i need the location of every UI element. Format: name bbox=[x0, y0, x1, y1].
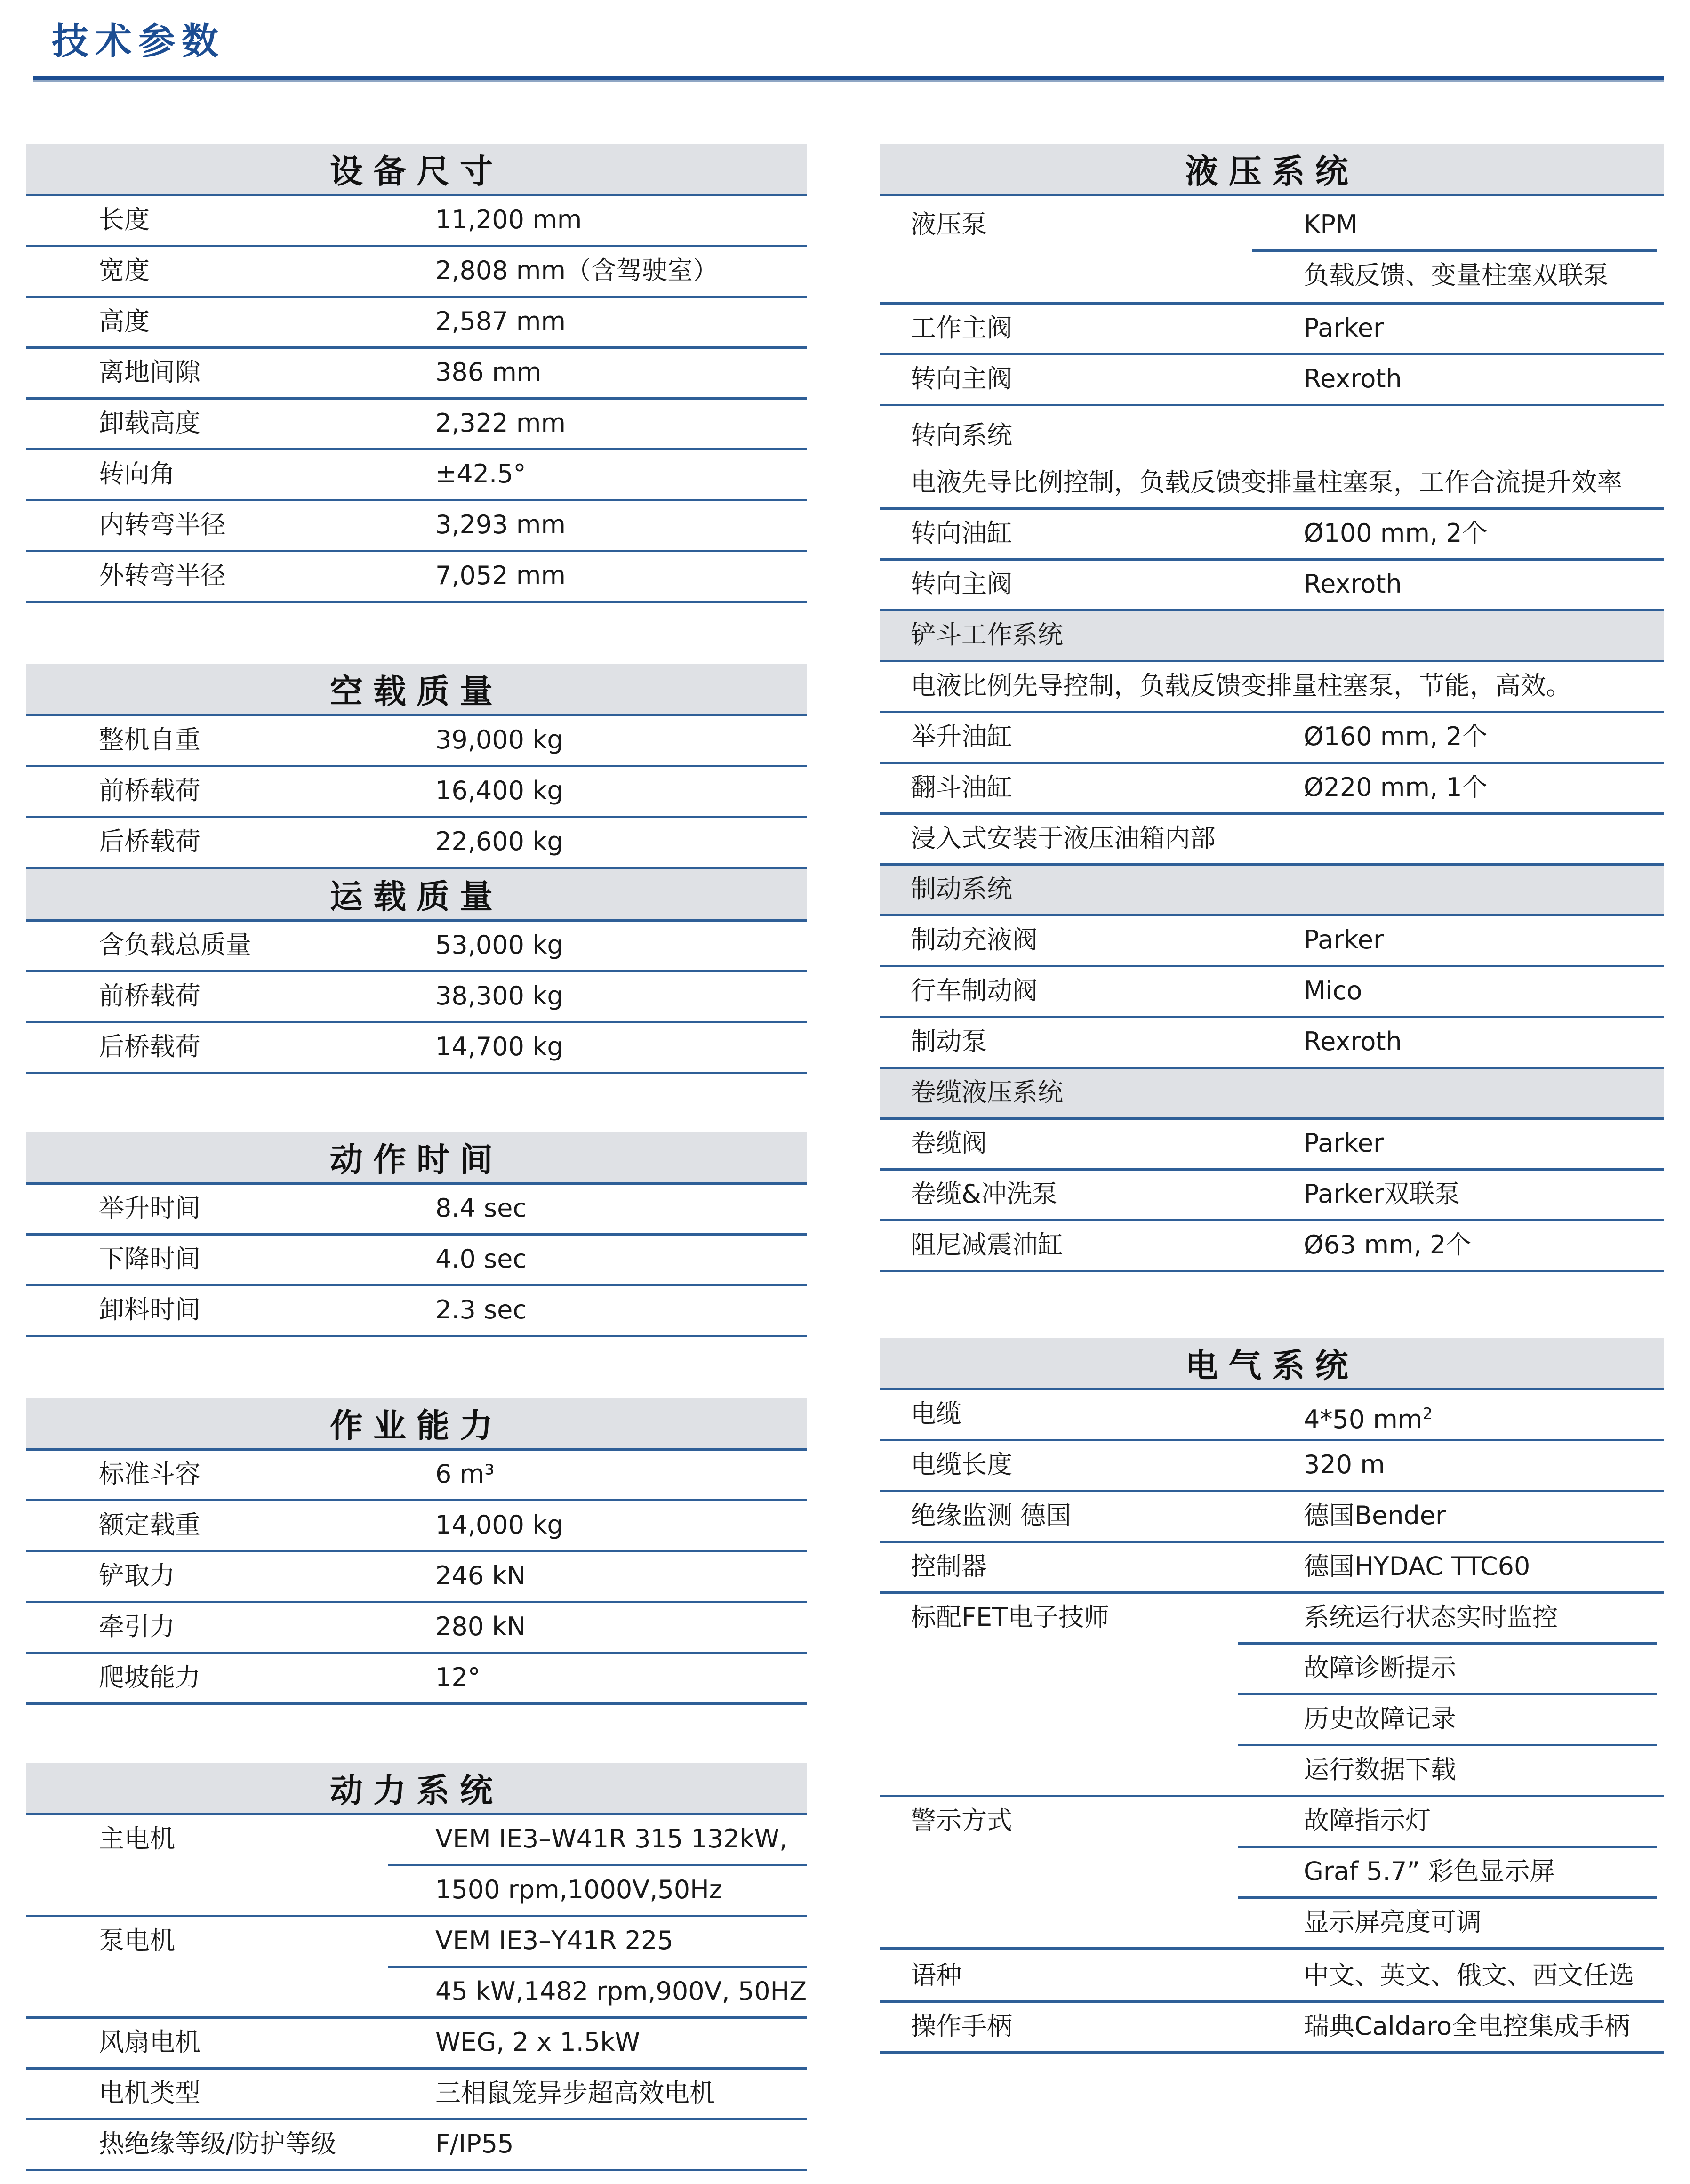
row-value: 16,400 kg bbox=[435, 776, 563, 805]
fet-item: 历史故障记录 bbox=[1238, 1695, 1657, 1746]
row-value: 2,808 mm（含驾驶室） bbox=[435, 256, 718, 285]
loaded-row-rear-axle bbox=[26, 1023, 807, 1074]
elec-row-joystick bbox=[880, 2003, 1664, 2054]
row-label: 后桥载荷 bbox=[99, 1032, 200, 1061]
row-label: 标准斗容 bbox=[99, 1459, 200, 1489]
row-value: 三相鼠笼异步超高效电机 bbox=[435, 2078, 715, 2108]
page-title: 技术参数 bbox=[52, 20, 225, 63]
row-value: 11,200 mm bbox=[435, 205, 582, 234]
bucket-system-label: 铲斗工作系统 bbox=[911, 620, 1063, 650]
cycle-row-lift bbox=[26, 1185, 807, 1236]
fet-item: 运行数据下载 bbox=[1304, 1755, 1456, 1784]
row-label: 制动泵 bbox=[911, 1027, 987, 1056]
hyd-row-steering-system bbox=[880, 406, 1664, 457]
hyd-row-steer-valve-1 bbox=[880, 355, 1664, 406]
loaded-mass-header: 运载质量 bbox=[26, 869, 807, 922]
row-value: 中文、英文、俄文、西文任选 bbox=[1304, 1960, 1634, 1990]
hyd-pump-line2: 负载反馈、变量柱塞双联泵 bbox=[1304, 260, 1609, 290]
empty-row-weight bbox=[26, 716, 807, 767]
row-value: 3,293 mm bbox=[435, 510, 566, 539]
immersion-text: 浸入式安装于液压油箱内部 bbox=[911, 823, 1216, 853]
cycle-row-dump bbox=[26, 1286, 807, 1337]
row-value: F/IP55 bbox=[435, 2129, 514, 2159]
dim-row-outer-radius bbox=[26, 552, 807, 603]
row-value: Ø100 mm, 2个 bbox=[1304, 518, 1488, 548]
row-label: 制动充液阀 bbox=[911, 925, 1038, 955]
pump-motor-line1: VEM IE3–Y41R 225 bbox=[388, 1917, 807, 1968]
row-label: 液压泵 bbox=[911, 209, 987, 239]
hyd-row-reel-valve bbox=[880, 1120, 1664, 1171]
row-value: 4.0 sec bbox=[435, 1244, 527, 1274]
empty-row-rear-axle bbox=[26, 818, 807, 869]
row-label: 绝缘监测 德国 bbox=[911, 1501, 1072, 1530]
row-label: 额定载重 bbox=[99, 1510, 200, 1540]
row-value: 德国Bender bbox=[1304, 1501, 1446, 1530]
power-row-fan bbox=[26, 2019, 807, 2070]
row-label: 工作主阀 bbox=[911, 313, 1012, 343]
row-label: 宽度 bbox=[99, 256, 150, 285]
cap-row-bucket bbox=[26, 1451, 807, 1502]
hyd-row-tilt-cyl bbox=[880, 764, 1664, 815]
row-value: 14,000 kg bbox=[435, 1510, 563, 1540]
capacity-header: 作业能力 bbox=[26, 1398, 807, 1451]
row-value: 8.4 sec bbox=[435, 1193, 527, 1223]
row-label: 电缆长度 bbox=[911, 1450, 1012, 1479]
row-label: 含负载总质量 bbox=[99, 930, 251, 960]
dim-row-inner-radius bbox=[26, 501, 807, 552]
dim-row-length bbox=[26, 196, 807, 247]
row-value: Rexroth bbox=[1304, 364, 1402, 393]
hyd-row-steer-valve-2 bbox=[880, 561, 1664, 611]
hyd-pump bbox=[880, 196, 1664, 305]
power-pump-motor bbox=[26, 1917, 807, 2019]
main-motor-line2: 1500 rpm,1000V,50Hz bbox=[435, 1875, 723, 1904]
row-value: Mico bbox=[1304, 976, 1362, 1005]
row-value: Parker bbox=[1304, 925, 1384, 955]
hyd-row-steer-cyl bbox=[880, 510, 1664, 561]
cable-sup: 2 bbox=[1422, 1405, 1433, 1423]
row-value: WEG, 2 x 1.5kW bbox=[435, 2027, 640, 2057]
title-rule bbox=[33, 76, 1664, 82]
row-label: 热绝缘等级/防护等级 bbox=[99, 2129, 336, 2159]
hyd-row-immersion bbox=[880, 815, 1664, 866]
row-label: 电缆 bbox=[911, 1399, 961, 1429]
row-label: 卸料时间 bbox=[99, 1295, 200, 1325]
row-label: 风扇电机 bbox=[99, 2027, 200, 2057]
row-label: 前桥载荷 bbox=[99, 981, 200, 1011]
row-label: 转向主阀 bbox=[911, 364, 1012, 393]
row-label: 阻尼减震油缸 bbox=[911, 1230, 1063, 1260]
row-value: Ø63 mm, 2个 bbox=[1304, 1230, 1472, 1260]
elec-row-cable-length bbox=[880, 1441, 1664, 1492]
row-label: 标配FET电子技师 bbox=[911, 1602, 1110, 1632]
elec-row-language bbox=[880, 1952, 1664, 2003]
row-label: 后桥载荷 bbox=[99, 827, 200, 856]
empty-mass-header: 空载质量 bbox=[26, 664, 807, 716]
row-label: 转向油缸 bbox=[911, 518, 1012, 548]
row-label: 爬坡能力 bbox=[99, 1662, 200, 1692]
hyd-row-bucket-desc bbox=[880, 662, 1664, 713]
elec-row-controller bbox=[880, 1543, 1664, 1594]
bucket-desc: 电液比例先导控制，负载反馈变排量柱塞泵，节能，高效。 bbox=[911, 671, 1571, 700]
hyd-row-brake-pump bbox=[880, 1018, 1664, 1069]
pump-motor-line2: 45 kW,1482 rpm,900V, 50HZ bbox=[435, 1976, 807, 2006]
row-value bbox=[1304, 1390, 1433, 1443]
elec-warning-group bbox=[880, 1795, 1664, 1950]
row-label: 前桥载荷 bbox=[99, 776, 200, 805]
elec-row-cable bbox=[880, 1390, 1664, 1441]
electrical-header: 电气系统 bbox=[880, 1338, 1664, 1390]
hyd-row-steering-desc bbox=[880, 459, 1664, 510]
hydraulics-header: 液压系统 bbox=[880, 144, 1664, 196]
row-value: 39,000 kg bbox=[435, 725, 563, 755]
hyd-row-reel-system bbox=[880, 1069, 1664, 1120]
hyd-row-damper-cyl bbox=[880, 1221, 1664, 1272]
row-label: 铲取力 bbox=[99, 1561, 175, 1590]
dim-row-dump-height bbox=[26, 400, 807, 450]
row-value: 2.3 sec bbox=[435, 1295, 527, 1325]
row-value: 2,322 mm bbox=[435, 408, 566, 438]
row-value: 320 m bbox=[1304, 1450, 1385, 1479]
row-value: 38,300 kg bbox=[435, 981, 563, 1011]
row-label: 内转弯半径 bbox=[99, 510, 226, 539]
row-value: 瑞典Caldaro全电控集成手柄 bbox=[1304, 2011, 1630, 2041]
power-header: 动力系统 bbox=[26, 1763, 807, 1815]
power-row-insulation bbox=[26, 2120, 807, 2171]
row-value: 2,587 mm bbox=[435, 306, 566, 336]
steering-desc: 电液先导比例控制，负载反馈变排量柱塞泵，工作合流提升效率 bbox=[911, 467, 1622, 497]
hyd-row-main-valve bbox=[880, 305, 1664, 355]
row-label: 牵引力 bbox=[99, 1612, 175, 1641]
dim-row-height bbox=[26, 298, 807, 349]
warning-item: Graf 5.7” 彩色显示屏 bbox=[1238, 1848, 1657, 1899]
power-row-motor-type bbox=[26, 2070, 807, 2120]
hyd-row-service-brake bbox=[880, 967, 1664, 1018]
row-label: 警示方式 bbox=[911, 1806, 1012, 1835]
row-value: Ø220 mm, 1个 bbox=[1304, 772, 1488, 802]
row-label: 泵电机 bbox=[99, 1926, 175, 1955]
brake-system-label: 制动系统 bbox=[911, 874, 1012, 904]
row-label: 转向角 bbox=[99, 459, 175, 489]
hyd-pump-line1: KPM bbox=[1252, 201, 1657, 252]
row-label: 离地间隙 bbox=[99, 357, 200, 387]
row-label: 卷缆阀 bbox=[911, 1128, 987, 1158]
cap-row-tractive bbox=[26, 1603, 807, 1654]
row-label: 语种 bbox=[911, 1960, 961, 1990]
cap-row-breakout bbox=[26, 1552, 807, 1603]
row-label: 整机自重 bbox=[99, 725, 200, 755]
row-label: 卸载高度 bbox=[99, 408, 200, 438]
row-label: 主电机 bbox=[99, 1824, 175, 1854]
power-main-motor bbox=[26, 1815, 807, 1917]
warning-item: 故障指示灯 bbox=[1238, 1797, 1657, 1848]
row-label: 转向主阀 bbox=[911, 569, 1012, 599]
reel-system-label: 卷缆液压系统 bbox=[911, 1077, 1063, 1107]
row-label: 行车制动阀 bbox=[911, 976, 1038, 1005]
row-label: 高度 bbox=[99, 306, 150, 336]
row-value: 22,600 kg bbox=[435, 827, 563, 856]
warning-item: 显示屏亮度可调 bbox=[1304, 1907, 1482, 1937]
fet-item: 系统运行状态实时监控 bbox=[1238, 1594, 1657, 1645]
row-value: 386 mm bbox=[435, 357, 542, 387]
row-value: Parker bbox=[1304, 313, 1384, 343]
fet-item: 故障诊断提示 bbox=[1238, 1645, 1657, 1695]
row-label: 长度 bbox=[99, 205, 150, 234]
elec-fet-group bbox=[880, 1594, 1664, 1797]
row-value: 德国HYDAC TTC60 bbox=[1304, 1551, 1530, 1581]
hyd-row-brake-system bbox=[880, 866, 1664, 916]
dim-row-width bbox=[26, 247, 807, 298]
row-label: 举升油缸 bbox=[911, 722, 1012, 751]
row-label: 外转弯半径 bbox=[99, 561, 226, 590]
cap-row-payload bbox=[26, 1502, 807, 1552]
hyd-row-brake-charge bbox=[880, 916, 1664, 967]
row-value: Rexroth bbox=[1304, 1027, 1402, 1056]
row-value: ±42.5° bbox=[435, 459, 526, 489]
row-value: 12° bbox=[435, 1662, 481, 1692]
empty-row-front-axle bbox=[26, 767, 807, 818]
row-label: 举升时间 bbox=[99, 1193, 200, 1223]
row-label: 电机类型 bbox=[99, 2078, 200, 2108]
row-value: 53,000 kg bbox=[435, 930, 563, 960]
loaded-row-total bbox=[26, 922, 807, 972]
main-motor-line1: VEM IE3–W41R 315 132kW, bbox=[388, 1815, 807, 1866]
row-label: 卷缆&冲洗泵 bbox=[911, 1179, 1058, 1209]
hyd-row-bucket-system bbox=[880, 611, 1664, 662]
row-value: Parker bbox=[1304, 1128, 1384, 1158]
dimensions-header: 设备尺寸 bbox=[26, 144, 807, 196]
cycle-row-lower bbox=[26, 1236, 807, 1286]
hyd-row-reel-pump bbox=[880, 1171, 1664, 1221]
row-label: 控制器 bbox=[911, 1551, 987, 1581]
loaded-row-front-axle bbox=[26, 972, 807, 1023]
row-value: Rexroth bbox=[1304, 569, 1402, 599]
elec-row-insulation-monitor bbox=[880, 1492, 1664, 1543]
cable-spec: 4*50 mm bbox=[1304, 1405, 1423, 1434]
row-value: 14,700 kg bbox=[435, 1032, 563, 1061]
hyd-row-lift-cyl bbox=[880, 713, 1664, 764]
row-value: 6 m³ bbox=[435, 1459, 495, 1489]
steering-system-label: 转向系统 bbox=[911, 420, 1012, 450]
dim-row-clearance bbox=[26, 349, 807, 400]
row-value: Parker双联泵 bbox=[1304, 1179, 1460, 1209]
row-value: 7,052 mm bbox=[435, 561, 566, 590]
row-label: 翻斗油缸 bbox=[911, 772, 1012, 802]
row-value: 246 kN bbox=[435, 1561, 526, 1590]
cycle-times-header: 动作时间 bbox=[26, 1132, 807, 1185]
row-label: 操作手柄 bbox=[911, 2011, 1012, 2041]
row-label: 下降时间 bbox=[99, 1244, 200, 1274]
row-value: 280 kN bbox=[435, 1612, 526, 1641]
dim-row-steer-angle bbox=[26, 450, 807, 501]
cap-row-gradeability bbox=[26, 1654, 807, 1705]
row-value: Ø160 mm, 2个 bbox=[1304, 722, 1488, 751]
